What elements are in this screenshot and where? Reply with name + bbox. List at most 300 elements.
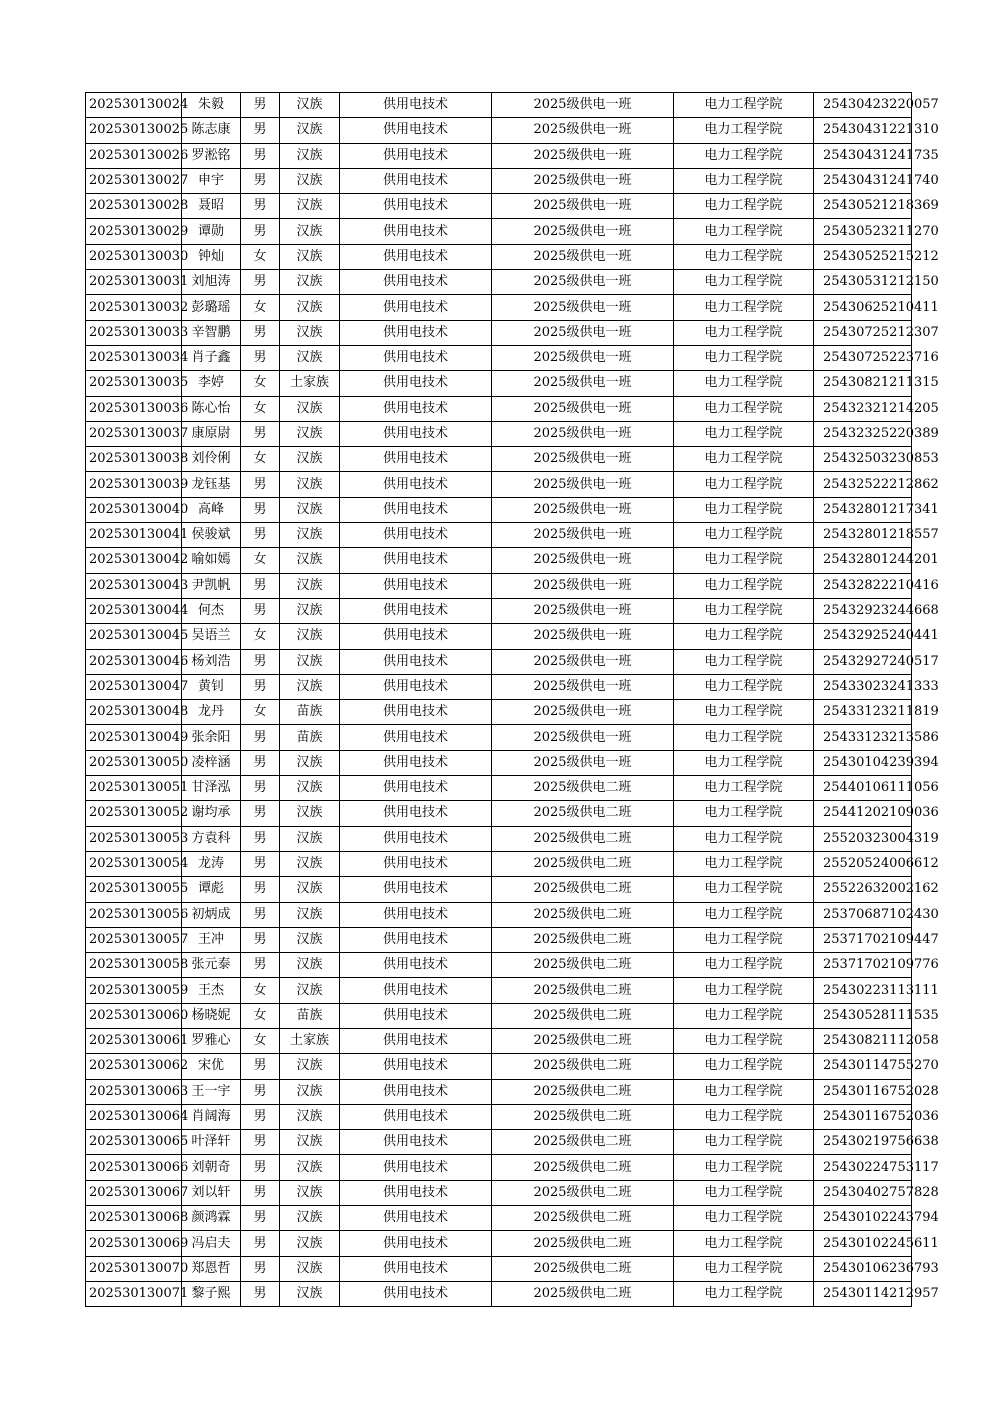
name-cell: 肖子鑫 [182, 345, 241, 370]
exam-number-cell: 25430431241735 [814, 143, 912, 168]
gender-cell: 女 [241, 1003, 280, 1028]
exam-number-cell: 25430725223716 [814, 345, 912, 370]
major-cell: 供用电技术 [340, 826, 492, 851]
gender-cell: 男 [241, 674, 280, 699]
class-cell: 2025级供电一班 [492, 421, 674, 446]
name-cell: 聂昭 [182, 194, 241, 219]
student-id-cell: 202530130030 [86, 244, 182, 269]
gender-cell: 男 [241, 1130, 280, 1155]
ethnicity-cell: 汉族 [280, 93, 340, 118]
major-cell: 供用电技术 [340, 776, 492, 801]
name-cell: 吴语兰 [182, 624, 241, 649]
major-cell: 供用电技术 [340, 649, 492, 674]
name-cell: 刘伶俐 [182, 447, 241, 472]
major-cell: 供用电技术 [340, 1104, 492, 1129]
student-id-cell: 202530130060 [86, 1003, 182, 1028]
student-id-cell: 202530130054 [86, 851, 182, 876]
class-cell: 2025级供电一班 [492, 396, 674, 421]
exam-number-cell: 25432801217341 [814, 497, 912, 522]
ethnicity-cell: 汉族 [280, 270, 340, 295]
major-cell: 供用电技术 [340, 472, 492, 497]
ethnicity-cell: 汉族 [280, 1231, 340, 1256]
name-cell: 颜鸿霖 [182, 1206, 241, 1231]
exam-number-cell: 25430725212307 [814, 320, 912, 345]
ethnicity-cell: 汉族 [280, 472, 340, 497]
ethnicity-cell: 汉族 [280, 801, 340, 826]
major-cell: 供用电技术 [340, 877, 492, 902]
college-cell: 电力工程学院 [674, 345, 814, 370]
class-cell: 2025级供电二班 [492, 1180, 674, 1205]
class-cell: 2025级供电二班 [492, 1054, 674, 1079]
major-cell: 供用电技术 [340, 674, 492, 699]
college-cell: 电力工程学院 [674, 1256, 814, 1281]
table-row [86, 320, 912, 345]
exam-number-cell: 25432325220389 [814, 421, 912, 446]
class-cell: 2025级供电二班 [492, 1104, 674, 1129]
name-cell: 龙钰基 [182, 472, 241, 497]
major-cell: 供用电技术 [340, 143, 492, 168]
gender-cell: 男 [241, 523, 280, 548]
class-cell: 2025级供电一班 [492, 750, 674, 775]
name-cell: 方袁科 [182, 826, 241, 851]
college-cell: 电力工程学院 [674, 320, 814, 345]
ethnicity-cell: 汉族 [280, 194, 340, 219]
table-row [86, 1028, 912, 1053]
student-id-cell: 202530130028 [86, 194, 182, 219]
ethnicity-cell: 汉族 [280, 447, 340, 472]
gender-cell: 女 [241, 447, 280, 472]
ethnicity-cell: 汉族 [280, 1180, 340, 1205]
exam-number-cell: 25432927240517 [814, 649, 912, 674]
ethnicity-cell: 汉族 [280, 1130, 340, 1155]
exam-number-cell: 25430104239394 [814, 750, 912, 775]
gender-cell: 男 [241, 143, 280, 168]
major-cell: 供用电技术 [340, 320, 492, 345]
gender-cell: 男 [241, 93, 280, 118]
college-cell: 电力工程学院 [674, 573, 814, 598]
class-cell: 2025级供电一班 [492, 244, 674, 269]
student-id-cell: 202530130053 [86, 826, 182, 851]
student-id-cell: 202530130049 [86, 725, 182, 750]
table-row [86, 1231, 912, 1256]
table-row [86, 624, 912, 649]
table-row [86, 978, 912, 1003]
college-cell: 电力工程学院 [674, 649, 814, 674]
table-row [86, 168, 912, 193]
major-cell: 供用电技术 [340, 902, 492, 927]
table-row [86, 1256, 912, 1281]
name-cell: 康原尉 [182, 421, 241, 446]
college-cell: 电力工程学院 [674, 953, 814, 978]
table-row [86, 877, 912, 902]
college-cell: 电力工程学院 [674, 421, 814, 446]
college-cell: 电力工程学院 [674, 927, 814, 952]
name-cell: 罗雅心 [182, 1028, 241, 1053]
name-cell: 李婷 [182, 371, 241, 396]
exam-number-cell: 25430821211315 [814, 371, 912, 396]
gender-cell: 女 [241, 548, 280, 573]
name-cell: 尹凯帆 [182, 573, 241, 598]
table-row [86, 421, 912, 446]
name-cell: 杨刘浩 [182, 649, 241, 674]
name-cell: 叶泽轩 [182, 1130, 241, 1155]
class-cell: 2025级供电二班 [492, 801, 674, 826]
ethnicity-cell: 汉族 [280, 396, 340, 421]
name-cell: 刘朝奇 [182, 1155, 241, 1180]
name-cell: 冯启夫 [182, 1231, 241, 1256]
class-cell: 2025级供电一班 [492, 725, 674, 750]
gender-cell: 男 [241, 801, 280, 826]
name-cell: 张余阳 [182, 725, 241, 750]
student-id-cell: 202530130052 [86, 801, 182, 826]
exam-number-cell: 25430219756638 [814, 1130, 912, 1155]
class-cell: 2025级供电一班 [492, 194, 674, 219]
gender-cell: 男 [241, 573, 280, 598]
name-cell: 申宇 [182, 168, 241, 193]
major-cell: 供用电技术 [340, 396, 492, 421]
table-row [86, 1079, 912, 1104]
ethnicity-cell: 汉族 [280, 877, 340, 902]
class-cell: 2025级供电一班 [492, 649, 674, 674]
gender-cell: 男 [241, 1104, 280, 1129]
gender-cell: 男 [241, 826, 280, 851]
student-id-cell: 202530130024 [86, 93, 182, 118]
class-cell: 2025级供电一班 [492, 295, 674, 320]
table-row [86, 927, 912, 952]
table-row [86, 194, 912, 219]
table-row [86, 143, 912, 168]
table-row [86, 295, 912, 320]
name-cell: 喻如嫣 [182, 548, 241, 573]
name-cell: 龙丹 [182, 700, 241, 725]
table-row [86, 371, 912, 396]
gender-cell: 男 [241, 598, 280, 623]
gender-cell: 女 [241, 1028, 280, 1053]
ethnicity-cell: 苗族 [280, 700, 340, 725]
class-cell: 2025级供电一班 [492, 93, 674, 118]
student-id-cell: 202530130055 [86, 877, 182, 902]
major-cell: 供用电技术 [340, 624, 492, 649]
class-cell: 2025级供电一班 [492, 270, 674, 295]
class-cell: 2025级供电一班 [492, 320, 674, 345]
student-id-cell: 202530130067 [86, 1180, 182, 1205]
class-cell: 2025级供电二班 [492, 1281, 674, 1306]
college-cell: 电力工程学院 [674, 295, 814, 320]
major-cell: 供用电技术 [340, 1281, 492, 1306]
gender-cell: 女 [241, 700, 280, 725]
table-row [86, 497, 912, 522]
class-cell: 2025级供电二班 [492, 1206, 674, 1231]
ethnicity-cell: 汉族 [280, 118, 340, 143]
name-cell: 陈心怡 [182, 396, 241, 421]
major-cell: 供用电技术 [340, 194, 492, 219]
exam-number-cell: 25441202109036 [814, 801, 912, 826]
major-cell: 供用电技术 [340, 345, 492, 370]
exam-number-cell: 25430821112058 [814, 1028, 912, 1053]
table-row [86, 1130, 912, 1155]
class-cell: 2025级供电一班 [492, 497, 674, 522]
major-cell: 供用电技术 [340, 700, 492, 725]
ethnicity-cell: 汉族 [280, 573, 340, 598]
ethnicity-cell: 汉族 [280, 826, 340, 851]
college-cell: 电力工程学院 [674, 978, 814, 1003]
class-cell: 2025级供电二班 [492, 1231, 674, 1256]
ethnicity-cell: 土家族 [280, 1028, 340, 1053]
exam-number-cell: 25520323004319 [814, 826, 912, 851]
major-cell: 供用电技术 [340, 219, 492, 244]
gender-cell: 男 [241, 320, 280, 345]
class-cell: 2025级供电一班 [492, 118, 674, 143]
table-row [86, 219, 912, 244]
exam-number-cell: 25430114212957 [814, 1281, 912, 1306]
table-row [86, 826, 912, 851]
ethnicity-cell: 汉族 [280, 1155, 340, 1180]
college-cell: 电力工程学院 [674, 1079, 814, 1104]
exam-number-cell: 25430224753117 [814, 1155, 912, 1180]
exam-number-cell: 25430431241740 [814, 168, 912, 193]
student-id-cell: 202530130071 [86, 1281, 182, 1306]
college-cell: 电力工程学院 [674, 168, 814, 193]
name-cell: 谭彪 [182, 877, 241, 902]
gender-cell: 女 [241, 624, 280, 649]
class-cell: 2025级供电二班 [492, 1079, 674, 1104]
table-row [86, 93, 912, 118]
student-id-cell: 202530130066 [86, 1155, 182, 1180]
college-cell: 电力工程学院 [674, 1104, 814, 1129]
college-cell: 电力工程学院 [674, 1003, 814, 1028]
major-cell: 供用电技术 [340, 1256, 492, 1281]
college-cell: 电力工程学院 [674, 1028, 814, 1053]
gender-cell: 女 [241, 295, 280, 320]
college-cell: 电力工程学院 [674, 826, 814, 851]
major-cell: 供用电技术 [340, 421, 492, 446]
student-id-cell: 202530130044 [86, 598, 182, 623]
gender-cell: 男 [241, 421, 280, 446]
ethnicity-cell: 苗族 [280, 1003, 340, 1028]
table-row [86, 1104, 912, 1129]
name-cell: 肖阔海 [182, 1104, 241, 1129]
student-id-cell: 202530130064 [86, 1104, 182, 1129]
exam-number-cell: 25432503230853 [814, 447, 912, 472]
name-cell: 侯骏斌 [182, 523, 241, 548]
student-id-cell: 202530130068 [86, 1206, 182, 1231]
table-row [86, 573, 912, 598]
college-cell: 电力工程学院 [674, 118, 814, 143]
class-cell: 2025级供电二班 [492, 902, 674, 927]
exam-number-cell: 25430525215212 [814, 244, 912, 269]
gender-cell: 女 [241, 396, 280, 421]
student-id-cell: 202530130036 [86, 396, 182, 421]
college-cell: 电力工程学院 [674, 93, 814, 118]
college-cell: 电力工程学院 [674, 548, 814, 573]
major-cell: 供用电技术 [340, 1079, 492, 1104]
exam-number-cell: 25433123211819 [814, 700, 912, 725]
exam-number-cell: 25440106111056 [814, 776, 912, 801]
table-row [86, 1180, 912, 1205]
ethnicity-cell: 汉族 [280, 1256, 340, 1281]
table-row [86, 1155, 912, 1180]
gender-cell: 男 [241, 1180, 280, 1205]
ethnicity-cell: 汉族 [280, 1206, 340, 1231]
class-cell: 2025级供电二班 [492, 776, 674, 801]
gender-cell: 男 [241, 1281, 280, 1306]
ethnicity-cell: 汉族 [280, 168, 340, 193]
name-cell: 黄钊 [182, 674, 241, 699]
table-row [86, 472, 912, 497]
major-cell: 供用电技术 [340, 851, 492, 876]
table-row [86, 953, 912, 978]
major-cell: 供用电技术 [340, 1180, 492, 1205]
exam-number-cell: 25432801218557 [814, 523, 912, 548]
student-id-cell: 202530130046 [86, 649, 182, 674]
student-id-cell: 202530130069 [86, 1231, 182, 1256]
ethnicity-cell: 汉族 [280, 219, 340, 244]
class-cell: 2025级供电一班 [492, 472, 674, 497]
name-cell: 朱毅 [182, 93, 241, 118]
exam-number-cell: 25432822210416 [814, 573, 912, 598]
name-cell: 甘泽泓 [182, 776, 241, 801]
major-cell: 供用电技术 [340, 93, 492, 118]
ethnicity-cell: 汉族 [280, 1281, 340, 1306]
college-cell: 电力工程学院 [674, 700, 814, 725]
class-cell: 2025级供电二班 [492, 953, 674, 978]
gender-cell: 男 [241, 118, 280, 143]
class-cell: 2025级供电一班 [492, 674, 674, 699]
class-cell: 2025级供电一班 [492, 371, 674, 396]
major-cell: 供用电技术 [340, 118, 492, 143]
gender-cell: 男 [241, 725, 280, 750]
student-id-cell: 202530130029 [86, 219, 182, 244]
table-row [86, 1054, 912, 1079]
major-cell: 供用电技术 [340, 598, 492, 623]
exam-number-cell: 25430102245611 [814, 1231, 912, 1256]
name-cell: 凌梓涵 [182, 750, 241, 775]
college-cell: 电力工程学院 [674, 143, 814, 168]
exam-number-cell: 25432925240441 [814, 624, 912, 649]
class-cell: 2025级供电二班 [492, 1003, 674, 1028]
ethnicity-cell: 苗族 [280, 725, 340, 750]
table-row [86, 1206, 912, 1231]
gender-cell: 男 [241, 1079, 280, 1104]
major-cell: 供用电技术 [340, 270, 492, 295]
class-cell: 2025级供电一班 [492, 573, 674, 598]
name-cell: 钟灿 [182, 244, 241, 269]
gender-cell: 男 [241, 270, 280, 295]
exam-number-cell: 25430528111535 [814, 1003, 912, 1028]
ethnicity-cell: 汉族 [280, 345, 340, 370]
gender-cell: 男 [241, 1231, 280, 1256]
name-cell: 谢均承 [182, 801, 241, 826]
class-cell: 2025级供电二班 [492, 1130, 674, 1155]
table-row [86, 1003, 912, 1028]
major-cell: 供用电技术 [340, 953, 492, 978]
name-cell: 初炳成 [182, 902, 241, 927]
name-cell: 刘旭涛 [182, 270, 241, 295]
student-id-cell: 202530130043 [86, 573, 182, 598]
gender-cell: 男 [241, 168, 280, 193]
gender-cell: 男 [241, 776, 280, 801]
exam-number-cell: 25522632002162 [814, 877, 912, 902]
class-cell: 2025级供电二班 [492, 877, 674, 902]
gender-cell: 女 [241, 371, 280, 396]
class-cell: 2025级供电一班 [492, 523, 674, 548]
name-cell: 王冲 [182, 927, 241, 952]
major-cell: 供用电技术 [340, 801, 492, 826]
table-row [86, 851, 912, 876]
major-cell: 供用电技术 [340, 447, 492, 472]
major-cell: 供用电技术 [340, 371, 492, 396]
exam-number-cell: 25432321214205 [814, 396, 912, 421]
table-row [86, 345, 912, 370]
gender-cell: 男 [241, 497, 280, 522]
name-cell: 彭璐瑶 [182, 295, 241, 320]
name-cell: 张元泰 [182, 953, 241, 978]
student-id-cell: 202530130050 [86, 750, 182, 775]
gender-cell: 女 [241, 978, 280, 1003]
ethnicity-cell: 汉族 [280, 244, 340, 269]
ethnicity-cell: 汉族 [280, 1104, 340, 1129]
table-row [86, 902, 912, 927]
college-cell: 电力工程学院 [674, 624, 814, 649]
class-cell: 2025级供电二班 [492, 851, 674, 876]
college-cell: 电力工程学院 [674, 219, 814, 244]
student-id-cell: 202530130040 [86, 497, 182, 522]
exam-number-cell: 25432923244668 [814, 598, 912, 623]
ethnicity-cell: 汉族 [280, 523, 340, 548]
class-cell: 2025级供电一班 [492, 598, 674, 623]
student-roster-table [85, 92, 939, 1307]
exam-number-cell: 25371702109776 [814, 953, 912, 978]
gender-cell: 男 [241, 472, 280, 497]
gender-cell: 男 [241, 219, 280, 244]
class-cell: 2025级供电一班 [492, 345, 674, 370]
ethnicity-cell: 汉族 [280, 851, 340, 876]
ethnicity-cell: 汉族 [280, 1054, 340, 1079]
class-cell: 2025级供电一班 [492, 700, 674, 725]
student-id-cell: 202530130033 [86, 320, 182, 345]
student-id-cell: 202530130039 [86, 472, 182, 497]
major-cell: 供用电技术 [340, 244, 492, 269]
major-cell: 供用电技术 [340, 1231, 492, 1256]
college-cell: 电力工程学院 [674, 1130, 814, 1155]
gender-cell: 男 [241, 750, 280, 775]
table-row [86, 700, 912, 725]
student-id-cell: 202530130045 [86, 624, 182, 649]
student-id-cell: 202530130038 [86, 447, 182, 472]
student-id-cell: 202530130061 [86, 1028, 182, 1053]
college-cell: 电力工程学院 [674, 1231, 814, 1256]
name-cell: 郑恩哲 [182, 1256, 241, 1281]
major-cell: 供用电技术 [340, 725, 492, 750]
table-row [86, 244, 912, 269]
major-cell: 供用电技术 [340, 750, 492, 775]
name-cell: 宋优 [182, 1054, 241, 1079]
college-cell: 电力工程学院 [674, 902, 814, 927]
major-cell: 供用电技术 [340, 1054, 492, 1079]
student-id-cell: 202530130062 [86, 1054, 182, 1079]
class-cell: 2025级供电一班 [492, 168, 674, 193]
major-cell: 供用电技术 [340, 978, 492, 1003]
exam-number-cell: 25430431221310 [814, 118, 912, 143]
major-cell: 供用电技术 [340, 573, 492, 598]
exam-number-cell: 25371702109447 [814, 927, 912, 952]
gender-cell: 男 [241, 649, 280, 674]
ethnicity-cell: 汉族 [280, 143, 340, 168]
name-cell: 杨晓妮 [182, 1003, 241, 1028]
ethnicity-cell: 汉族 [280, 978, 340, 1003]
ethnicity-cell: 汉族 [280, 750, 340, 775]
gender-cell: 男 [241, 1256, 280, 1281]
